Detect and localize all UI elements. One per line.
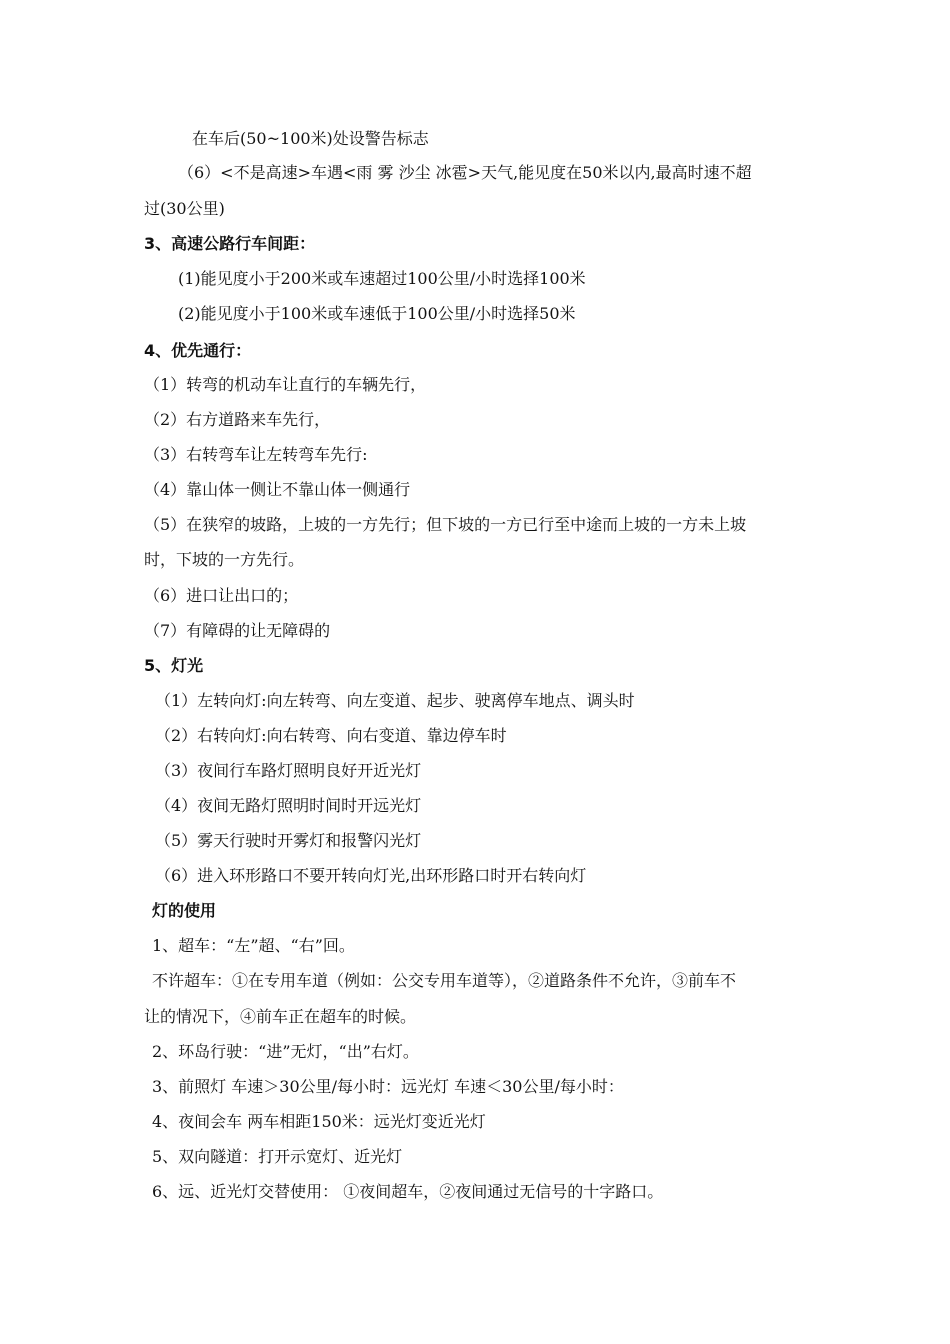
list-item: （4）夜间无路灯照明时间时开远光灯 xyxy=(155,796,422,815)
text-line: (2)能见度小于100米或车速低于100公里/小时选择50米 xyxy=(178,304,576,323)
text-line: 2、环岛行驶：“进”无灯，“出”右灯。 xyxy=(152,1042,419,1061)
text-line: 5、双向隧道：打开示宽灯、近光灯 xyxy=(152,1147,403,1166)
list-item: （5）在狭窄的坡路，上坡的一方先行；但下坡的一方已行至中途而上坡的一方未上坡 xyxy=(144,515,747,534)
list-item: （1）转弯的机动车让直行的车辆先行， xyxy=(144,375,427,394)
list-item: （4）靠山体一侧让不靠山体一侧通行 xyxy=(144,480,411,499)
list-item: （7）有障碍的让无障碍的 xyxy=(144,621,331,640)
text-line: 在车后(50~100米)处设警告标志 xyxy=(192,129,429,148)
list-item: （3）夜间行车路灯照明良好开近光灯 xyxy=(155,761,422,780)
list-item: （6）进入环形路口不要开转向灯光,出环形路口时开右转向灯 xyxy=(155,866,587,885)
text-line: （6）<不是高速>车遇<雨 雾 沙尘 冰雹>天气,能见度在50米以内,最高时速不超 xyxy=(178,163,752,182)
text-line: 让的情况下，④前车正在超车的时候。 xyxy=(144,1007,417,1026)
list-item: （5）雾天行驶时开雾灯和报警闪光灯 xyxy=(155,831,422,850)
list-item: （1）左转向灯:向左转弯、向左变道、起步、驶离停车地点、调头时 xyxy=(155,691,635,710)
list-item: （6）进口让出口的； xyxy=(144,586,299,605)
text-line: 过(30公里) xyxy=(144,199,225,218)
text-line: 不许超车：①在专用车道（例如：公交专用车道等），②道路条件不允许，③前车不 xyxy=(152,971,737,990)
text-line: 3、前照灯 车速＞30公里/每小时：远光灯 车速＜30公里/每小时： xyxy=(152,1077,624,1096)
text-line: (1)能见度小于200米或车速超过100公里/小时选择100米 xyxy=(178,269,586,288)
section-heading: 3、高速公路行车间距： xyxy=(144,234,316,253)
section-heading: 5、灯光 xyxy=(144,656,204,675)
section-heading: 4、优先通行： xyxy=(144,341,252,360)
list-item: （3）右转弯车让左转弯车先行: xyxy=(144,445,368,464)
section-heading: 灯的使用 xyxy=(152,901,217,920)
text-line: 6、远、近光灯交替使用： ①夜间超车，②夜间通过无信号的十字路口。 xyxy=(152,1182,664,1201)
text-line: 1、超车：“左”超、“右”回。 xyxy=(152,936,355,955)
list-item: （2）右转向灯:向右转弯、向右变道、靠边停车时 xyxy=(155,726,507,745)
list-item-continuation: 时，下坡的一方先行。 xyxy=(144,550,305,569)
list-item: （2）右方道路来车先行， xyxy=(144,410,331,429)
text-line: 4、夜间会车 两车相距150米：远光灯变近光灯 xyxy=(152,1112,486,1131)
